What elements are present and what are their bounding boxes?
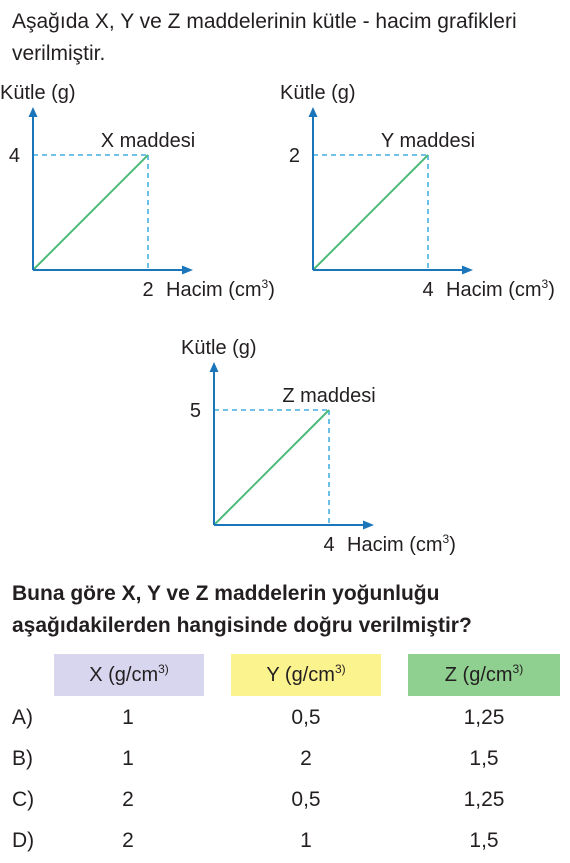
x-axis-label: Hacim $(cm^3)$ (347, 532, 456, 556)
header-x-label: X (g/cm (89, 663, 159, 686)
option-label: C) (12, 788, 35, 811)
option-label: B) (12, 747, 33, 770)
header-y (231, 654, 381, 696)
x-tick-label: 4 (422, 279, 434, 301)
x-axis-label: Hacim $(cm^3)$ (446, 277, 555, 301)
y-axis-arrow-icon (309, 107, 318, 117)
cell-x: 1 (122, 747, 134, 770)
x-axis-arrow-icon (363, 521, 374, 530)
series-label: Z maddesi (282, 385, 376, 407)
x-axis-label: Hacim $(cm^3)$ (166, 277, 275, 301)
data-line (313, 155, 428, 270)
y-tick-label: 2 (288, 145, 300, 167)
header-z (408, 654, 560, 696)
cell-x: 2 (122, 788, 134, 811)
intro-text: Aşağıda X, Y ve Z maddelerinin kütle - hacim grafikleri verilmiştir. (12, 10, 517, 65)
series-label: Y maddesi (380, 130, 476, 152)
y-axis-label: Kütle (g) (280, 82, 356, 104)
cell-z: 1,5 (469, 829, 499, 852)
option-b-row[interactable] (0, 739, 570, 779)
cell-x: 2 (122, 829, 134, 852)
x-tick-label: 2 (142, 279, 154, 301)
graph-x (0, 80, 290, 320)
option-label: D) (12, 829, 35, 852)
graph-z (181, 335, 471, 575)
question-text: Buna göre X, Y ve Z maddelerin yoğunluğu aşağıdakilerden hangisinde doğru verilmiştir? (12, 582, 472, 637)
y-tick-label: 4 (8, 145, 20, 167)
y-axis-label: Kütle (g) (0, 82, 76, 104)
cell-y: 0,5 (291, 706, 321, 729)
y-tick-label: 5 (189, 400, 201, 422)
option-d-row[interactable] (0, 821, 570, 861)
header-x (54, 654, 204, 696)
cell-y: 2 (300, 747, 312, 770)
y-axis-arrow-icon (210, 362, 219, 372)
graph-y-svg (280, 80, 570, 320)
option-label: A) (12, 706, 33, 729)
cell-z: 1,25 (463, 788, 505, 811)
x-tick-label: 4 (323, 534, 335, 556)
cell-y: 0,5 (291, 788, 321, 811)
graph-y (280, 80, 570, 320)
data-line (33, 155, 148, 270)
option-a-row[interactable] (0, 698, 570, 738)
header-z-sup: 3) (512, 662, 524, 676)
cell-z: 1,25 (463, 706, 505, 729)
x-axis-arrow-icon (462, 266, 473, 275)
header-z-label: Z (g/cm (444, 663, 513, 686)
header-y-sup: 3) (334, 662, 346, 676)
header-y-label: Y (g/cm (266, 663, 335, 686)
cell-x: 1 (122, 706, 134, 729)
series-label: X maddesi (100, 130, 196, 152)
cell-z: 1,5 (469, 747, 499, 770)
graph-z-svg (181, 335, 481, 575)
cell-y: 1 (300, 829, 312, 852)
x-axis-arrow-icon (182, 266, 193, 275)
data-line (214, 410, 329, 525)
y-axis-label: Kütle (g) (181, 337, 257, 359)
option-c-row[interactable] (0, 780, 570, 820)
y-axis-arrow-icon (29, 107, 38, 117)
header-x-sup: 3) (158, 662, 169, 676)
graph-x-svg (0, 80, 300, 320)
